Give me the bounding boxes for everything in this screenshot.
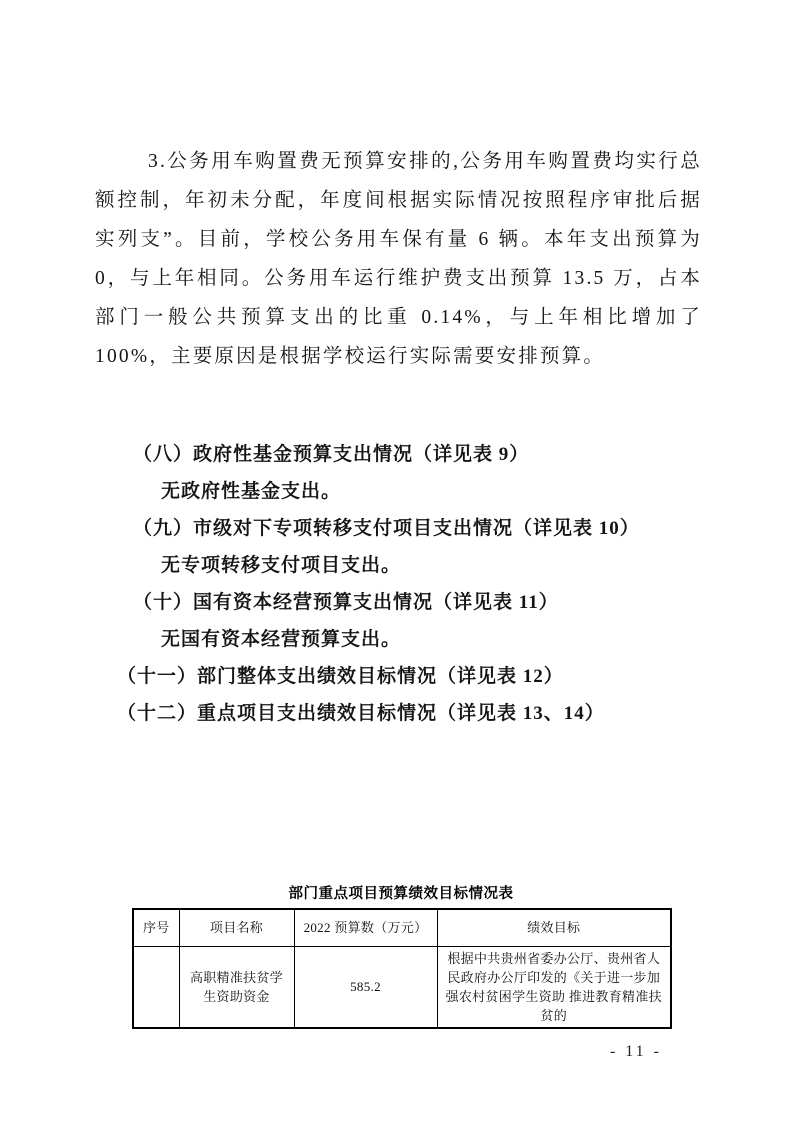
cell-project-name: 高职精准扶贫学生资助资金	[179, 946, 294, 1028]
section-heading-12: （十二）重点项目支出绩效目标情况（详见表 13、14）	[117, 703, 605, 724]
header-name: 项目名称	[179, 909, 294, 946]
section-list	[95, 436, 702, 732]
section-note-9: 无专项转移支付项目支出。	[161, 555, 402, 576]
section-note-8: 无政府性基金支出。	[161, 481, 342, 502]
cell-performance-target: 根据中共贵州省委办公厅、贵州省人民政府办公厅印发的《关于进一步加强农村贫困学生资助 推进教育精准扶贫的	[437, 946, 671, 1028]
table-title: 部门重点项目预算绩效目标情况表	[288, 886, 514, 902]
header-target: 绩效目标	[437, 909, 671, 946]
paragraph-official-vehicle-budget: 3.公务用车购置费无预算安排的,公务用车购置费均实行总额控制，年初未分配，年度间根据实际情况按照程序审批后据实列支”。目前，学校公务用车保有量 6 辆。本年支出预算为 0，与上年相同。公务用车运行维护费支出预算 13.5 万，占本部门一般公共预算支出的比重 0.14%，与上年相比增加了 100%，主要原因是根据学校运行实际需要安排预算。	[95, 151, 702, 367]
section-heading-9: （九）市级对下专项转移支付项目支出情况（详见表 10）	[133, 518, 640, 539]
cell-seq	[133, 946, 179, 1028]
header-budget: 2022 预算数（万元）	[294, 909, 437, 946]
section-note-10: 无国有资本经营预算支出。	[161, 629, 402, 650]
table-header-row	[133, 909, 671, 946]
table-row	[133, 946, 671, 1028]
section-heading-8: （八）政府性基金预算支出情况（详见表 9）	[133, 444, 530, 465]
page-number: - 11 -	[609, 1042, 662, 1060]
section-heading-10: （十）国有资本经营预算支出情况（详见表 11）	[133, 592, 559, 613]
section-heading-11: （十一）部门整体支出绩效目标情况（详见表 12）	[117, 666, 564, 687]
header-seq: 序号	[133, 909, 179, 946]
cell-budget-amount: 585.2	[294, 946, 437, 1028]
key-project-table-block	[132, 882, 670, 1029]
key-project-budget-table	[132, 908, 672, 1029]
